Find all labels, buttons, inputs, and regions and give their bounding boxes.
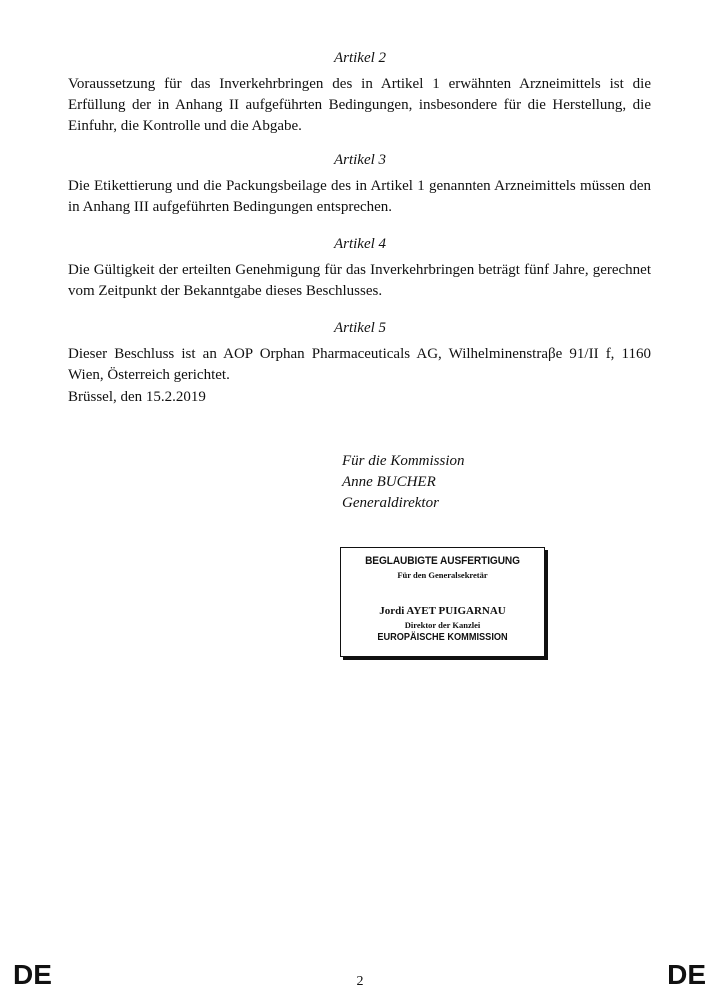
language-code-left: DE <box>13 959 52 990</box>
stamp-title: BEGLAUBIGTE AUSFERTIGUNG <box>365 555 520 567</box>
article-2-text: Voraussetzung für das Inverkehrbringen des in Artikel 1 erwähnten Arzneimittels ist die Erfüllung der in Anhang II aufgeführten Bedingungen, insbesondere für die Herstellung, die Einfuhr, die Kontrolle und die Abgabe. <box>68 76 651 134</box>
stamp-role: Direktor der Kanzlei <box>404 620 481 630</box>
article-4-heading: Artikel 4 <box>333 236 387 252</box>
article-4-text: Die Gültigkeit der erteilten Genehmigung für das Inverkehrbringen beträgt fünf Jahre, gerechnet vom Zeitpunkt der Bekanntgabe dieses Beschlusses. <box>68 262 651 299</box>
language-code-right: DE <box>667 959 706 990</box>
page-number: 2 <box>356 974 364 989</box>
article-3-text: Die Etikettierung und die Packungsbeilage des in Artikel 1 genannten Arzneimittels müssen den in Anhang III aufgeführten Bedingungen entsprechen. <box>68 178 651 215</box>
signature-title: Generaldirektor <box>342 495 439 511</box>
stamp-institution: EUROPÄISCHE KOMMISSION <box>377 632 508 643</box>
signature-name: Anne BUCHER <box>342 474 436 490</box>
stamp-name: Jordi AYET PUIGARNAU <box>379 605 506 617</box>
article-5-heading: Artikel 5 <box>333 320 387 336</box>
place-date: Brüssel, den 15.2.2019 <box>68 389 206 405</box>
article-2-heading: Artikel 2 <box>333 50 387 66</box>
certification-stamp <box>340 547 545 657</box>
article-5-text: Dieser Beschluss ist an AOP Orphan Pharmaceuticals AG, Wilhelminenstraβe 91/II f, 1160 Wien, Österreich gerichtet. <box>68 346 651 383</box>
article-3-heading: Artikel 3 <box>333 152 387 168</box>
stamp-subtitle: Für den Generalsekretär <box>397 570 488 580</box>
signature-for-line: Für die Kommission <box>342 453 465 469</box>
